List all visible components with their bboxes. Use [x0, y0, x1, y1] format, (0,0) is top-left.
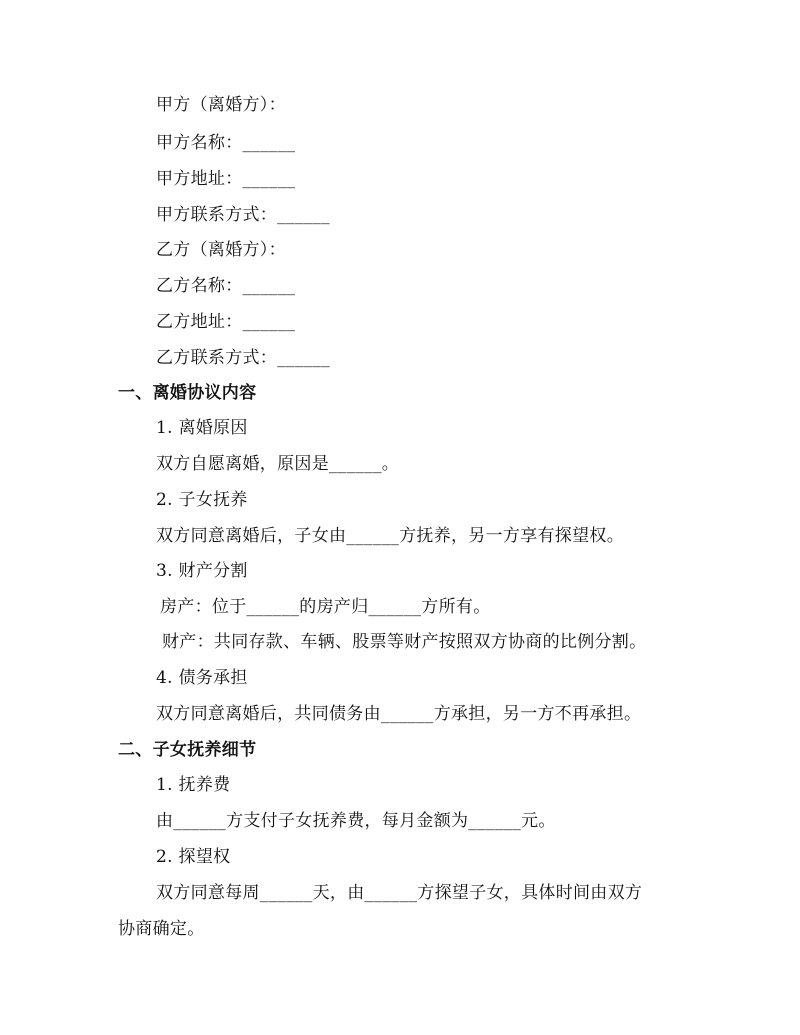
section-2-heading: 二、子女抚养细节	[118, 740, 257, 760]
debt-title: 4. 债务承担	[156, 668, 248, 688]
child-custody-title: 2. 子女抚养	[156, 490, 248, 510]
party-a-name: 甲方名称：______	[156, 133, 296, 153]
visitation-text-line-2: 协商确定。	[118, 919, 205, 939]
visitation-text-line-1: 双方同意每周______天，由______方探望子女，具体时间由双方	[156, 883, 643, 903]
party-b-address: 乙方地址：______	[156, 312, 296, 332]
property-house-text: 房产：位于______的房产归______方所有。	[160, 597, 491, 617]
party-a-address: 甲方地址：______	[156, 169, 296, 189]
party-b-title: 乙方（离婚方）：	[156, 240, 286, 260]
party-b-contact: 乙方联系方式：______	[156, 348, 330, 368]
party-a-title: 甲方（离婚方）：	[156, 95, 286, 115]
child-support-title: 1. 抚养费	[156, 775, 231, 795]
party-b-name: 乙方名称：______	[156, 276, 296, 296]
divorce-reason-title: 1. 离婚原因	[156, 418, 248, 438]
visitation-title: 2. 探望权	[156, 847, 231, 867]
debt-text: 双方同意离婚后，共同债务由______方承担，另一方不再承担。	[156, 704, 642, 724]
divorce-reason-text: 双方自愿离婚，原因是______。	[156, 454, 400, 474]
party-a-contact: 甲方联系方式：______	[156, 205, 330, 225]
property-division-title: 3. 财产分割	[156, 561, 248, 581]
child-custody-text: 双方同意离婚后，子女由______方抚养，另一方享有探望权。	[156, 526, 624, 546]
section-1-heading: 一、离婚协议内容	[118, 383, 257, 403]
property-assets-text: 财产：共同存款、车辆、股票等财产按照双方协商的比例分割。	[162, 632, 647, 652]
child-support-text: 由______方支付子女抚养费，每月金额为______元。	[156, 811, 556, 831]
